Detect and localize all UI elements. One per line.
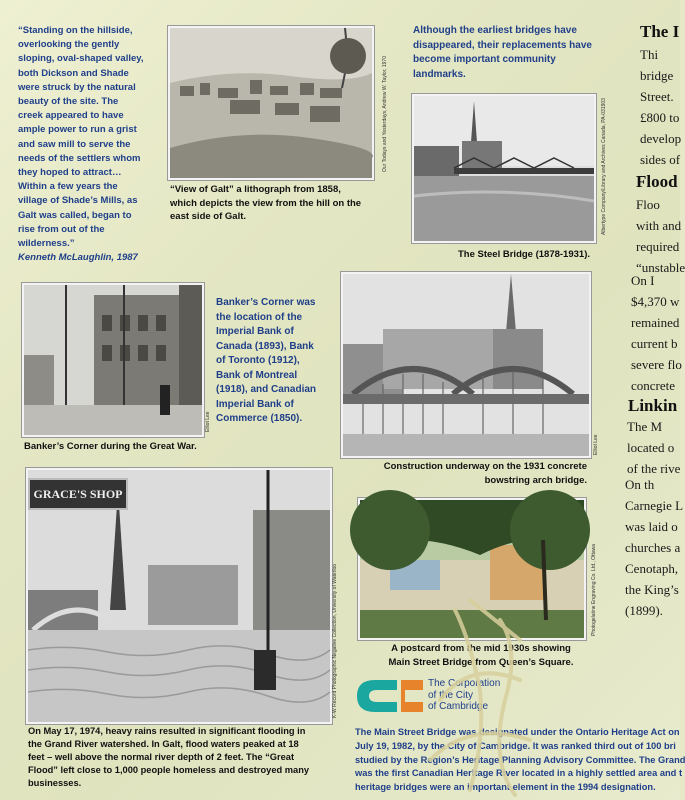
bridges-intro-text — [413, 24, 592, 82]
right-paragraph-5 — [625, 474, 683, 621]
right-title: The I — [640, 22, 680, 41]
bankers-corner-line: Banker’s Corner was — [216, 297, 316, 308]
right-paragraph-1 — [640, 44, 681, 170]
right-p2-line: “unstable — [636, 260, 685, 275]
cambridge-logo-icon — [355, 678, 425, 714]
steel-bridge-credit: Albertype Company/Library and Archives Canada, PA-031903 — [601, 98, 607, 235]
right-p4-line: The M — [627, 419, 663, 434]
steel-bridge-image — [412, 94, 596, 243]
right-p5-line: On th — [625, 477, 655, 492]
construction-credit: Elliot Lee — [593, 434, 599, 455]
quote-line: both Dickson and Shade — [18, 67, 129, 79]
construction-drawing — [343, 274, 589, 456]
flood-image — [26, 468, 332, 724]
right-p3-line: severe flo — [631, 357, 682, 372]
construction-image — [341, 272, 591, 458]
quote-line: “Standing on the hillside, — [18, 25, 133, 36]
heritage-line: The Main Street Bridge was designated under the Ontario Heritage Act on — [355, 727, 680, 737]
right-p3-line: $4,370 w — [631, 294, 680, 309]
bankers-corner-text — [216, 296, 316, 427]
right-heading-linking: Linkin — [628, 396, 678, 415]
construction-caption — [381, 460, 587, 487]
bankers-corner-line: of Toronto (1912), — [216, 355, 300, 366]
right-p4-line: located o — [627, 440, 675, 455]
right-paragraph-2 — [636, 194, 685, 278]
heritage-line: heritage bridges were an important element in the 1994 designation. — [355, 782, 656, 793]
flood-caption-line: the Grand River watershed. In Galt, flood waters peaked at 18 — [28, 739, 299, 749]
flood-caption-line: On May 17, 1974, heavy rains resulted in significant flooding in — [28, 726, 306, 736]
right-p5-line: (1899). — [625, 603, 663, 618]
bankers-corner-line: Canada (1893), Bank — [216, 340, 314, 352]
view-of-galt-image — [168, 26, 374, 180]
right-p1-line: Street. — [640, 89, 674, 104]
view-of-galt-caption-line: “View of Galt” a lithograph from 1858, — [170, 184, 341, 195]
flood-caption-line: feet – well above the normal river depth of 2 feet. The “Great — [28, 752, 295, 762]
steel-bridge-caption: The Steel Bridge (1878-1931). — [458, 249, 590, 260]
corporation-line: The Corporation — [428, 678, 501, 689]
quote-line: beauty of the site. The — [18, 96, 119, 108]
corporation-line: of the City — [428, 689, 474, 701]
heritage-line: July 19, 1982, by the City of Cambridge. It was ranked third out of 100 bri — [355, 740, 676, 751]
postcard-drawing — [360, 500, 584, 638]
right-p5-line: the King’s — [625, 582, 679, 597]
right-p1-line: Thi — [640, 47, 659, 62]
bankers-corner-line: the location of the — [216, 311, 303, 323]
right-p5-line: churches a — [625, 540, 681, 555]
bankers-corner-image — [22, 283, 204, 437]
postcard-caption-line: A postcard from the mid 1930s showing — [391, 643, 571, 654]
bridges-intro-line: become important community — [413, 54, 556, 65]
heritage-line: was the first Canadian Heritage River located in a highly settled area and t — [355, 768, 683, 779]
quote-line: wilderness.” — [18, 238, 75, 250]
flood-caption-line: businesses. — [28, 778, 82, 788]
right-p5-line: Carnegie L — [625, 498, 684, 513]
bankers-corner-caption: Banker’s Corner during the Great War. — [24, 441, 197, 452]
construction-caption-line: Construction underway on the 1931 concrete — [383, 461, 587, 472]
bankers-corner-line: Commerce (1850). — [216, 413, 303, 424]
bankers-corner-line: Bank of Montreal — [216, 369, 298, 381]
quote-line: and saw mill to serve the — [18, 138, 131, 150]
flood-credit: K-W Record Photographic Negative Collection, University of Waterloo — [332, 563, 338, 718]
quote-line: Within a few years the — [18, 181, 118, 193]
right-p3-line: remained — [631, 315, 680, 330]
view-of-galt-caption-line: east side of Galt. — [170, 211, 247, 222]
quote-line: rise from out of the — [18, 223, 105, 235]
quote-line: needs of the settlers whom — [18, 152, 141, 164]
bridges-intro-line: Although the earliest bridges have — [413, 25, 577, 36]
view-of-galt-credit: Our Todays and Yesterdays, Andrew W. Taylor, 1970 — [382, 56, 388, 172]
right-p1-line: £800 to — [640, 110, 680, 125]
right-heading-flood: Flood — [636, 172, 678, 191]
bankers-corner-credit: Elliot Lee — [205, 411, 211, 432]
bankers-corner-line: (1918), and Canadian — [216, 384, 317, 395]
heritage-designation-text — [355, 726, 685, 795]
postcard-credit: Photogelatine Engraving Co. Ltd., Ottawa — [591, 543, 597, 636]
quote-block — [18, 24, 158, 265]
quote-text — [18, 24, 158, 251]
right-p2-line: Floo — [636, 197, 660, 212]
view-of-galt-caption — [170, 183, 380, 224]
flood-caption-line: Flood” left close to 1,000 people homeless and destroyed many — [28, 765, 310, 775]
quote-line: creek appeared to have — [18, 110, 124, 122]
quote-line: were struck by the natural — [18, 81, 136, 93]
flood-caption — [28, 725, 309, 790]
quote-line: sloping, oval-shaped valley, — [18, 53, 144, 65]
right-p3-line: concrete — [631, 378, 676, 393]
right-p4-line: of the rive — [627, 461, 681, 476]
right-p2-line: with and — [636, 218, 682, 233]
quote-line: they hoped to attract… — [18, 167, 122, 179]
right-p2-line: required — [636, 239, 680, 254]
bridges-intro-line: disappeared, their replacements have — [413, 39, 592, 51]
bridges-intro-line: landmarks. — [413, 68, 466, 80]
bankers-corner-drawing — [24, 285, 202, 435]
city-of-cambridge-logo — [355, 678, 425, 714]
heritage-line: studied by the Region’s Heritage Planning Advisory Committee. The Grand — [355, 754, 685, 765]
quote-line: Galt was called, began to — [18, 209, 132, 221]
right-p5-line: Cenotaph, — [625, 561, 679, 576]
right-p1-line: bridge — [640, 68, 674, 83]
right-paragraph-4 — [627, 416, 680, 479]
steel-bridge-drawing — [414, 96, 594, 241]
quote-line: ample power to run a grist — [18, 124, 137, 136]
construction-caption-line: bowstring arch bridge. — [484, 474, 587, 486]
graces-shop-sign: GRACE'S SHOP — [28, 478, 128, 510]
view-of-galt-caption-line: which depicts the view from the hill on the — [170, 197, 362, 209]
postcard-caption-line: Main Street Bridge from Queen’s Square. — [388, 656, 574, 668]
lithograph-drawing — [170, 28, 372, 178]
right-p3-line: On I — [631, 273, 655, 288]
right-p3-line: current b — [631, 336, 678, 351]
right-p1-line: sides of — [640, 152, 681, 167]
bankers-corner-line: Imperial Bank of — [216, 398, 294, 410]
quote-line: village of Shade’s Mills, as — [18, 195, 138, 207]
quote-author: Kenneth McLaughlin, 1987 — [18, 252, 138, 264]
right-p5-line: was laid o — [625, 519, 678, 534]
postcard-caption — [376, 642, 586, 669]
corporation-line: of Cambridge — [428, 701, 489, 712]
right-paragraph-3 — [631, 270, 682, 396]
bankers-corner-line: Imperial Bank of — [216, 326, 294, 337]
right-p1-line: develop — [640, 131, 682, 146]
corporation-text — [428, 678, 500, 713]
quote-line: overlooking the gently — [18, 39, 120, 51]
postcard-image — [358, 498, 586, 640]
